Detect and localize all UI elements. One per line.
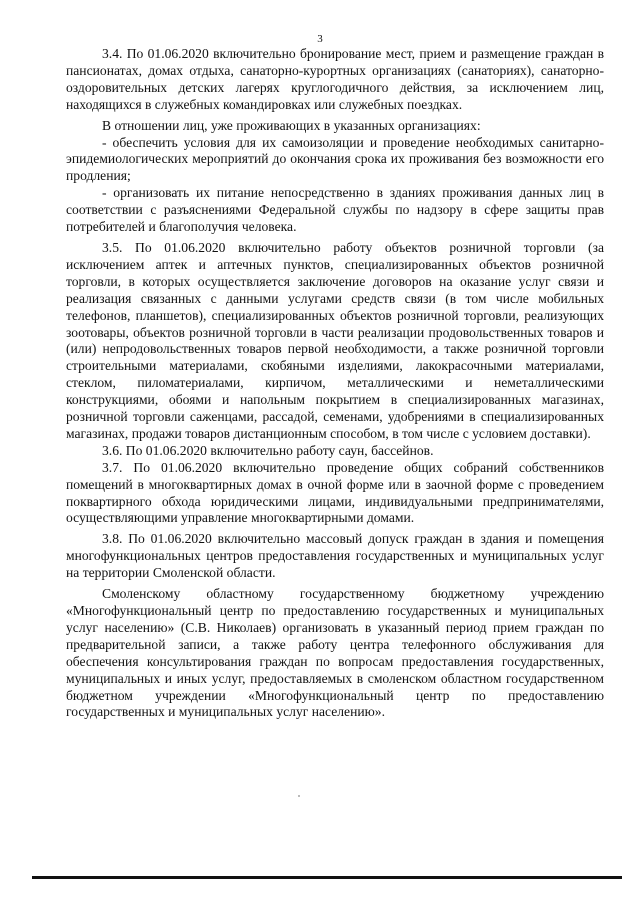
paragraph-3-5: 3.5. По 01.06.2020 включительно работу объектов розничной торговли (за исключением аптек и аптечных пунктов, специализированных объектов розничной торговли, в которых осуществляется заключение договоров на оказание услуг связи и реализация связанных с данными услугами средств связи (в том числе мобильных телефонов, планшетов), специализированных объектов розничной торговли, реализующих зоотовары, объектов розничной торговли в части реализации продовольственных товаров и (или) непродовольственных товаров первой необходимости, а также розничной торговли строительными материалами, скобяными изделиями, лакокрасочными материалами, стеклом, пиломатериалами, кирпичом, металлическими и неметаллическими конструкциями, обоями и напольным покрытием в специализированных магазинах, розничной торговли саженцами, рассадой, семенами, удобрениями в специализированных магазинах, продажи товаров дистанционным способом, в том числе с условием доставки). — [66, 239, 604, 441]
paragraph-self-isolation: - обеспечить условия для их самоизоляции и проведение необходимых санитарно-эпидемиологических мероприятий до окончания срока их проживания без возможности его продления; — [66, 134, 604, 184]
paragraph-mfc: Смоленскому областному государственному бюджетному учреждению «Многофункциональный центр по предоставлению государственных и муниципальных услуг населению» (С.В. Николаев) организовать в указанный период прием граждан по предварительной записи, а также работу центра телефонного обслуживания для обеспечения консультирования граждан по вопросам предоставления государственных, муниципальных и иных услуг, предоставляемых в смоленском областном государственном бюджетном учреждении «Многофункциональный центр по предоставлению государственных и муниципальных услуг населению». — [66, 586, 604, 720]
paragraph-meals: - организовать их питание непосредственно в зданиях проживания данных лиц в соответствии с разъяснениями Федеральной службы по надзору в сфере защиты прав потребителей и благополучия человека. — [66, 185, 604, 235]
paragraph-3-7: 3.7. По 01.06.2020 включительно проведение общих собраний собственников помещений в многоквартирных домах в очной форме или в заочной форме с проведением поквартирного обхода юридическими лицами, индивидуальными предпринимателями, осуществляющими управление многоквартирными домами. — [66, 459, 604, 526]
paragraph-3-8: 3.8. По 01.06.2020 включительно массовый допуск граждан в здания и помещения многофункциональных центров предоставления государственных и муниципальных услуг на территории Смоленской области. — [66, 531, 604, 581]
paragraph-residents-intro: В отношении лиц, уже проживающих в указанных организациях: — [102, 117, 481, 133]
paragraph-3-4: 3.4. По 01.06.2020 включительно бронирование мест, прием и размещение граждан в пансионатах, домах отдыха, санаторно-курортных организациях (санаториях), санаторно-оздоровительных детских лагерях круглогодичного действия, за исключением лиц, находящихся в служебных командировках или служебных поездках. — [66, 46, 604, 112]
paragraph-3-6: 3.6. По 01.06.2020 включительно работу саун, бассейнов. — [102, 442, 434, 458]
scan-speck — [298, 795, 300, 797]
page-number: 3 — [317, 33, 323, 45]
document-body — [66, 46, 604, 721]
bottom-rule — [32, 876, 622, 879]
